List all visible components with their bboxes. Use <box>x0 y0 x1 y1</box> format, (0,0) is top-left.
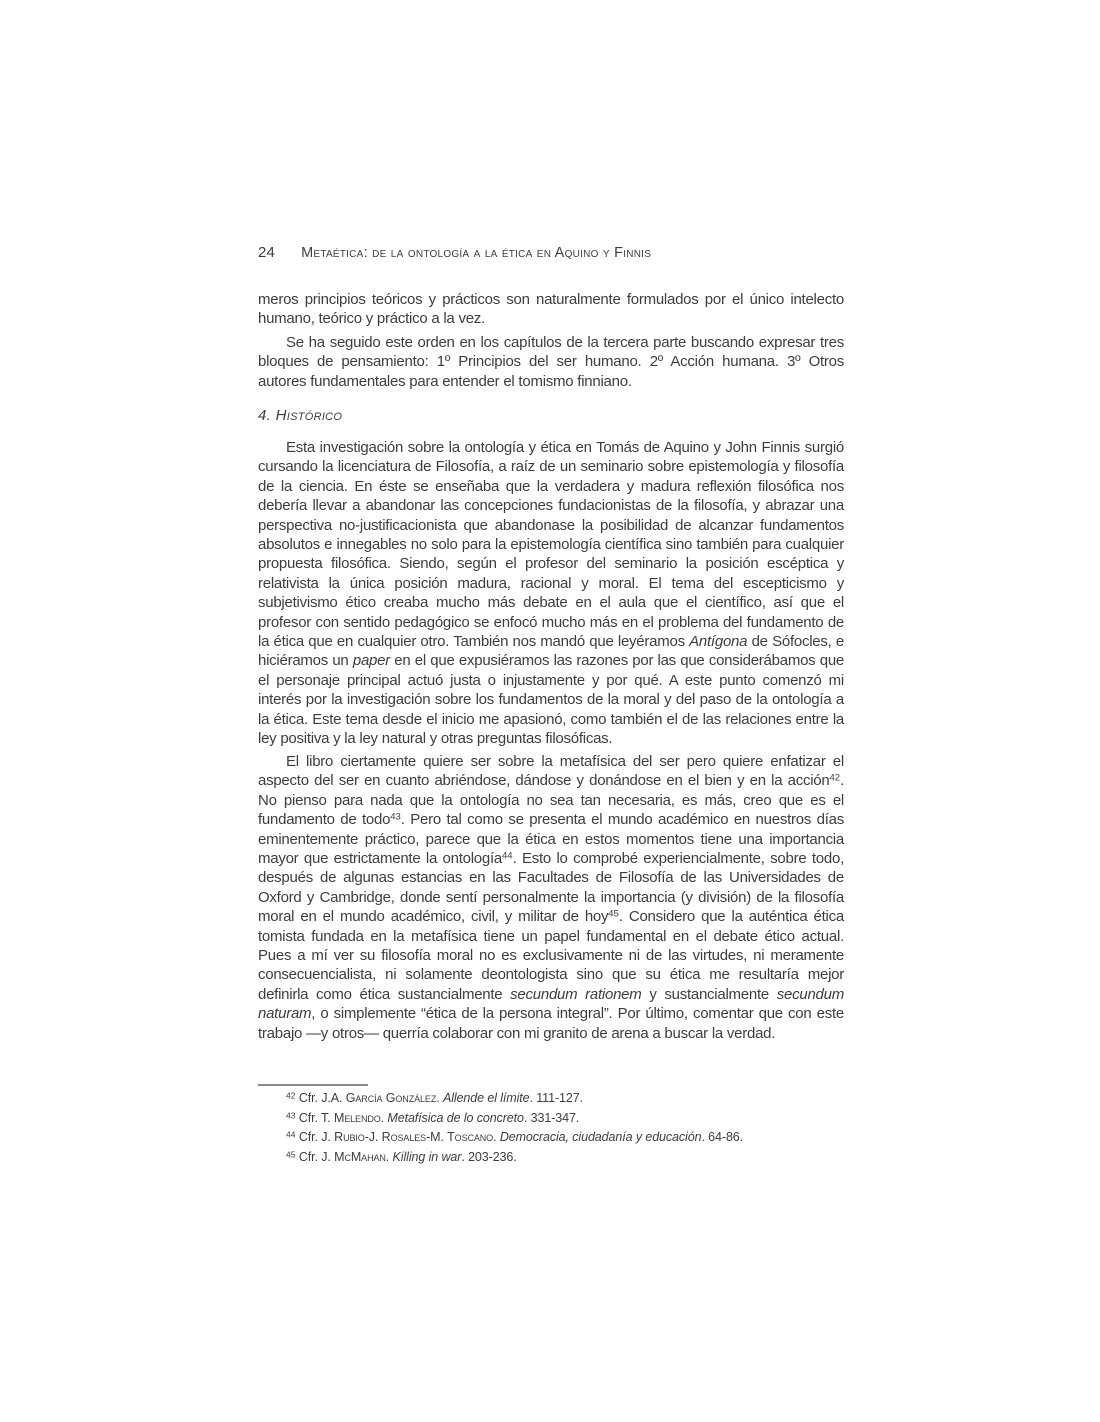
text-run: -M. <box>426 1130 448 1145</box>
text-run: meros principios teóricos y prácticos son naturalmente formulados por el único intelecto humano, teórico y práctico a la vez. <box>258 291 844 328</box>
text-run: y sustancialmente <box>641 985 777 1003</box>
text-run: El libro ciertamente quiere ser sobre la metafísica del ser pero quiere enfatizar el aspecto del ser en cuanto abriéndose, dándose y donándose en el bien y en la acción <box>258 753 844 790</box>
text-run: . <box>493 1130 500 1145</box>
text-run: . 111-127. <box>529 1091 583 1105</box>
footnote-ref: 43 <box>390 811 401 823</box>
text-run: . <box>436 1091 443 1105</box>
text-run: -J. <box>364 1130 382 1145</box>
text-run: , o simplemente “ética de la persona integral”. Por último, comentar que con este trabajo —y otros— querría colaborar con mi granito de arena a buscar la verdad. <box>258 1005 844 1042</box>
footnotes-section <box>258 1089 844 1167</box>
text-run: Cfr. J. <box>295 1149 335 1164</box>
text-run: . Considero que la auténtica ética tomista fundada en la metafísica tiene un papel fundamental en el debate ético actual. Pues a mí ver su filosofía moral no es exclusivamente ni de las virtudes, ni meramente consecuencialista, ni solamente deontologista sino que su ética me resultaría mejor definirla como ética sustancialmente <box>258 908 844 1003</box>
footnote-divider <box>258 1084 368 1086</box>
text-run: paper <box>352 652 390 670</box>
footnote-ref: 42 <box>829 772 841 784</box>
page-number: 24 <box>258 244 276 261</box>
footnote-ref: 43 <box>286 1110 296 1121</box>
footnote-45 <box>258 1148 844 1168</box>
running-title: Metaética: de la ontología a la ética en Aquino y Finnis <box>301 245 652 261</box>
text-run: Allende el límite <box>442 1091 530 1105</box>
text-run: Metafísica de lo concreto <box>387 1110 524 1125</box>
text-run: Cfr. T. <box>295 1110 334 1125</box>
text-run: Cfr. J. <box>295 1130 335 1145</box>
paragraph-book-structure <box>258 333 844 391</box>
footnote-43 <box>258 1109 844 1129</box>
text-run: . 203-236. <box>461 1149 517 1164</box>
footnote-ref: 44 <box>286 1129 296 1140</box>
running-header <box>258 244 844 261</box>
text-run: secundum rationem <box>510 985 642 1003</box>
text-run: Melendo <box>333 1110 381 1125</box>
text-run: McMahan <box>334 1149 386 1164</box>
text-run: . No pienso para nada que la ontología no sea tan necesaria, es más, creo que es el fundamento de todo <box>258 772 844 829</box>
text-run: Se ha seguido este orden en los capítulos de la tercera parte buscando expresar tres bloques de pensamiento: 1º Principios del ser humano. 2º Acción humana. 3º Otros autores fundamentales para entender el tomismo finniano. <box>258 334 844 390</box>
footnote-44 <box>258 1128 844 1148</box>
text-run: de Sófocles, e hiciéramos un <box>258 633 844 670</box>
footnote-ref: 44 <box>502 850 513 862</box>
text-run: . Esto lo comprobé experiencialmente, sobre todo, después de algunas estancias en las Facultades de Filosofía de las Universidades de Oxford y Cambridge, donde sentí personalmente la importancia (y división) de la filosofía moral en el mundo académico, civil, y militar de hoy <box>258 850 844 926</box>
text-run: . 331-347. <box>523 1110 580 1125</box>
footnote-ref: 45 <box>608 908 619 920</box>
text-run: Antígona <box>689 633 748 651</box>
text-run: Killing in war <box>392 1149 462 1164</box>
text-run: Esta investigación sobre la ontología y ética en Tomás de Aquino y John Finnis surgió cursando la licenciatura de Filosofía, a raíz de un seminario sobre epistemología y filosofía de la ciencia. En éste se enseñaba que la verdadera y madura reflexión filosófica nos debería llevar a abandonar las concepciones fundacionistas de la filosofía, y abrazar una perspectiva no-justificacionista que abandonase la posibilidad de alcanzar fundamentos absolutos e innegables no solo para la epistemología científica sino también para cualquier propuesta filosófica. Siendo, según el profesor del seminario la posición escéptica y relativista la única posición madura, racional y moral. El tema del escepticismo y subjetivismo ético creaba mucho más debate en el aula que el científico, así que el profesor con sentido pedagógico se enfocó mucho más en el problema del fundamento de la ética que en cualquier otro. También nos mandó que leyéramos <box>258 439 844 651</box>
text-run: Democracia, ciudadanía y educación <box>499 1130 702 1145</box>
text-run: Rubio <box>334 1130 365 1145</box>
footnote-42 <box>258 1089 844 1109</box>
section-heading: 4. Histórico <box>258 407 343 424</box>
text-run: Toscano <box>447 1130 494 1145</box>
text-run: García González <box>345 1091 437 1105</box>
text-run: secundum naturam <box>258 985 844 1023</box>
paragraph-research-origin <box>258 438 844 749</box>
paragraph-continuation <box>258 290 844 329</box>
text-run: . <box>385 1149 393 1164</box>
text-run: . Pero tal como se presenta el mundo académico en nuestros días eminentemente práctico, parece que la ética en estos momentos tiene una importancia mayor que estrictamente la ontología <box>258 811 844 868</box>
text-run: Cfr. J.A. <box>295 1091 346 1105</box>
text-run: . 64-86. <box>701 1130 744 1145</box>
paragraph-book-aim <box>258 752 844 1043</box>
text-run: en el que expusiéramos las razones por las que considerábamos que el personaje principal actuó justa o injustamente y por qué. A este punto comenzó mi interés por la investigación sobre los fundamentos de la moral y del paso de la ontología a la ética. Este tema desde el inicio me apasionó, como también el de las relaciones entre la ley positiva y la ley natural y otras preguntas filosóficas. <box>258 652 845 748</box>
footnote-ref: 45 <box>286 1149 296 1160</box>
footnote-ref: 42 <box>286 1090 296 1101</box>
text-run: Rosales <box>381 1130 427 1145</box>
text-run: . <box>380 1110 388 1125</box>
